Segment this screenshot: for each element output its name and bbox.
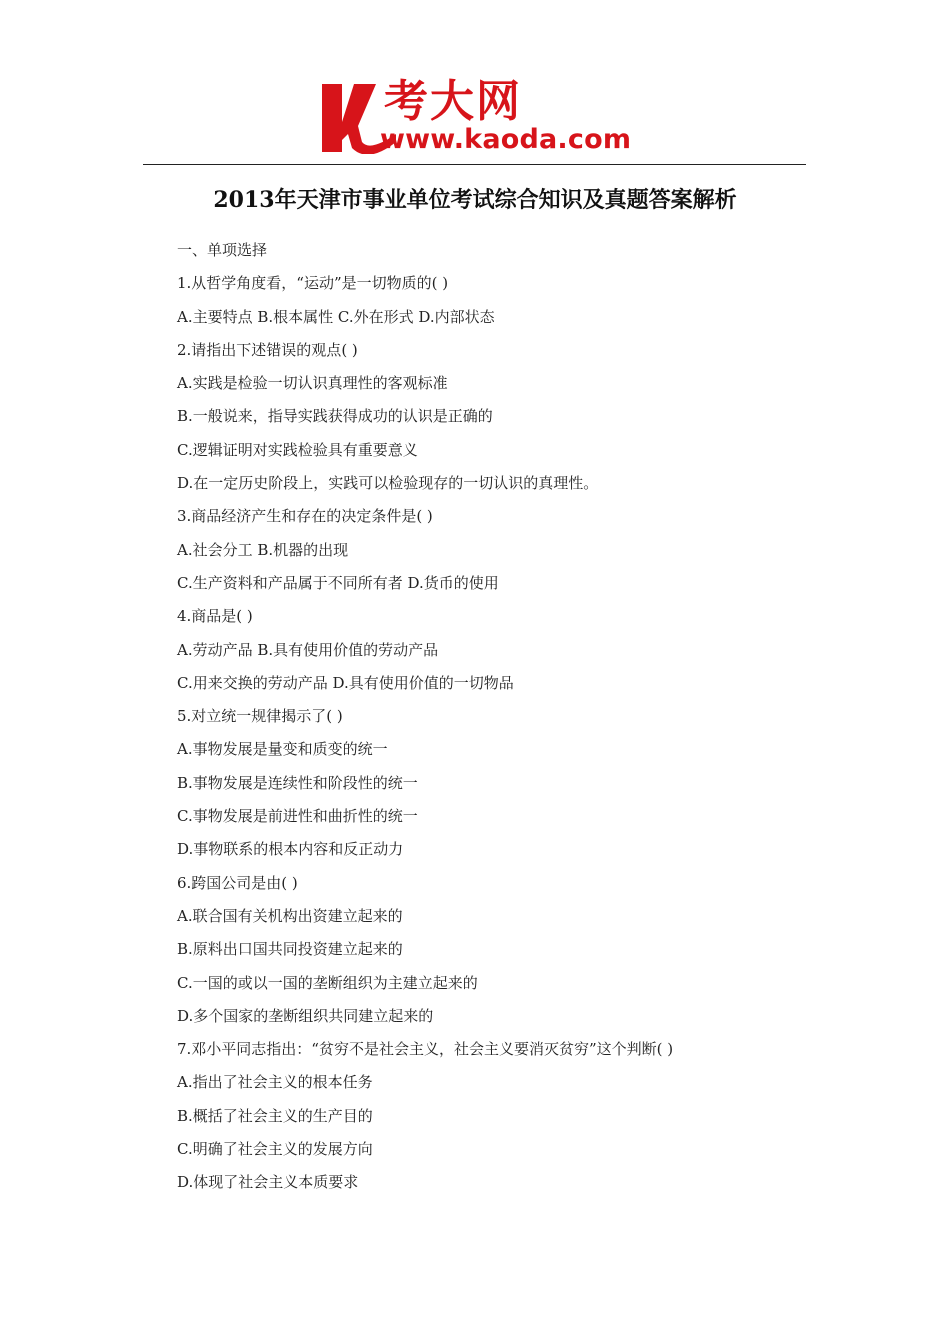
logo-chinese-text: 考大网 bbox=[384, 76, 522, 127]
question-4-options-cd: C.用来交换的劳动产品 D.具有使用价值的一切物品 bbox=[177, 673, 514, 692]
question-7-option-d: D.体现了社会主义本质要求 bbox=[177, 1173, 359, 1192]
question-7-option-c: C.明确了社会主义的发展方向 bbox=[177, 1140, 373, 1159]
question-2-option-d: D.在一定历史阶段上，实践可以检验现存的一切认识的真理性。 bbox=[177, 474, 599, 493]
question-6-option-d: D.多个国家的垄断组织共同建立起来的 bbox=[177, 1006, 434, 1025]
question-2-option-c: C.逻辑证明对实践检验具有重要意义 bbox=[177, 440, 418, 459]
question-6: 6.跨国公司是由( ) bbox=[177, 873, 298, 892]
question-3: 3.商品经济产生和存在的决定条件是( ) bbox=[177, 507, 433, 526]
kaoda-logo bbox=[318, 78, 640, 160]
question-5-option-d: D.事物联系的根本内容和反正动力 bbox=[177, 840, 404, 859]
question-2-option-a: A.实践是检验一切认识真理性的客观标准 bbox=[177, 374, 448, 393]
question-5-option-b: B.事物发展是连续性和阶段性的统一 bbox=[177, 773, 418, 792]
logo-url-text: www.kaoda.com bbox=[380, 124, 632, 155]
question-4-options-ab: A.劳动产品 B.具有使用价值的劳动产品 bbox=[177, 640, 439, 659]
question-2: 2.请指出下述错误的观点( ) bbox=[177, 340, 358, 359]
question-5-option-a: A.事物发展是量变和质变的统一 bbox=[177, 740, 388, 759]
question-3-options-ab: A.社会分工 B.机器的出现 bbox=[177, 540, 349, 559]
document-body bbox=[177, 234, 817, 1200]
question-3-options-cd: C.生产资料和产品属于不同所有者 D.货币的使用 bbox=[177, 573, 499, 592]
question-5: 5.对立统一规律揭示了( ) bbox=[177, 707, 343, 726]
question-5-option-c: C.事物发展是前进性和曲折性的统一 bbox=[177, 807, 418, 826]
document-title: 2013年天津市事业单位考试综合知识及真题答案解析 bbox=[213, 187, 737, 213]
section-heading: 一、单项选择 bbox=[177, 241, 268, 259]
question-1-options: A.主要特点 B.根本属性 C.外在形式 D.内部状态 bbox=[177, 307, 495, 326]
question-6-option-a: A.联合国有关机构出资建立起来的 bbox=[177, 906, 403, 925]
question-6-option-b: B.原料出口国共同投资建立起来的 bbox=[177, 940, 403, 959]
question-7: 7.邓小平同志指出：“贫穷不是社会主义，社会主义要消灭贫穷”这个判断( ) bbox=[177, 1040, 674, 1059]
question-7-option-a: A.指出了社会主义的根本任务 bbox=[177, 1073, 373, 1092]
question-4: 4.商品是( ) bbox=[177, 607, 253, 626]
question-7-option-b: B.概括了社会主义的生产目的 bbox=[177, 1106, 373, 1125]
question-2-option-b: B.一般说来，指导实践获得成功的认识是正确的 bbox=[177, 407, 493, 426]
question-6-option-c: C.一国的或以一国的垄断组织为主建立起来的 bbox=[177, 973, 478, 992]
question-1: 1.从哲学角度看，“运动”是一切物质的( ) bbox=[177, 274, 449, 293]
header-divider bbox=[143, 164, 806, 165]
